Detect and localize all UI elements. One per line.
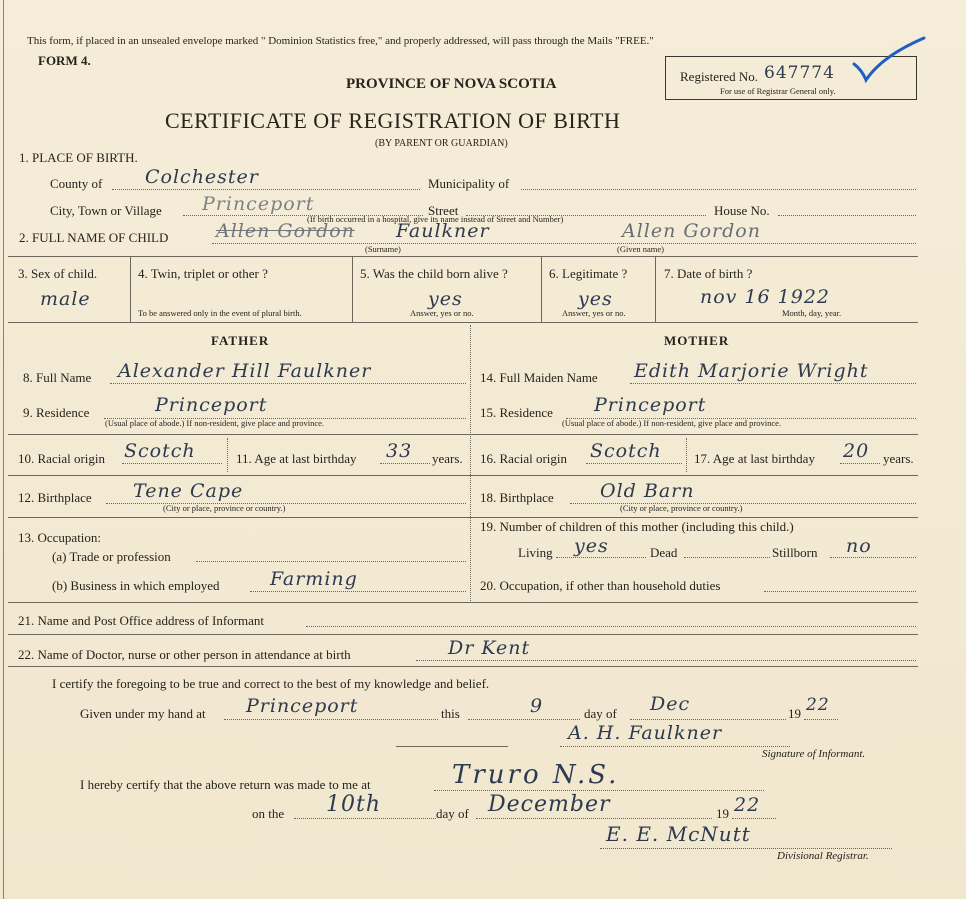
county-label: County of (50, 176, 103, 191)
legitimate-value: yes (578, 288, 613, 310)
father-birthplace-value: Tene Cape (133, 480, 244, 502)
given-year-prefix: 19 (788, 706, 801, 721)
father-racial-label: 10. Racial origin (18, 451, 106, 466)
mother-name-value: Edith Marjorie Wright (634, 360, 869, 382)
hospital-note: (If birth occurred in a hospital, give its name instead of Street and Number) (307, 214, 564, 224)
informant-signature-caption: Signature of Informant. (762, 748, 866, 760)
occupation-label: 13. Occupation: (18, 530, 102, 545)
place-of-birth-label: 1. PLACE OF BIRTH. (19, 150, 138, 165)
stillborn-value: no (846, 535, 872, 557)
father-residence-label: 9. Residence (23, 405, 90, 420)
mother-years-label: years. (883, 451, 914, 466)
business-label: (b) Business in which employed (52, 578, 220, 593)
form-number: FORM 4. (38, 53, 91, 68)
registered-label: Registered No. (680, 69, 758, 84)
informant-signature: A. H. Faulkner (568, 722, 723, 744)
doctor-value: Dr Kent (448, 637, 531, 659)
check-mark-icon (852, 36, 932, 86)
registrar-on-the-label: on the (252, 806, 285, 821)
mother-age-label: 17. Age at last birthday (694, 451, 815, 466)
mother-racial-label: 16. Racial origin (480, 451, 568, 466)
given-month-value: Dec (650, 693, 691, 715)
father-name-label: 8. Full Name (23, 370, 92, 385)
city-value: Princeport (202, 193, 315, 215)
city-label: City, Town or Village (50, 203, 162, 218)
twin-note: To be answered only in the event of plural birth. (138, 308, 302, 318)
given-label: Given under my hand at (80, 706, 206, 721)
child-name-crossed: Allen Gordon (216, 220, 355, 242)
doctor-label: 22. Name of Doctor, nurse or other person in attendance at birth (18, 647, 351, 662)
mail-notice: This form, if placed in an unsealed envelope marked " Dominion Statistics free," and properly addressed, will pass through the Mails "FREE." (27, 35, 654, 47)
dob-label: 7. Date of birth ? (664, 266, 753, 281)
registrar-statement: I hereby certify that the above return was made to me at (80, 777, 371, 792)
informant-label: 21. Name and Post Office address of Informant (18, 613, 264, 628)
father-birthplace-note: (City or place, province or country.) (163, 503, 286, 513)
twin-label: 4. Twin, triplet or other ? (138, 266, 268, 281)
mother-heading: MOTHER (664, 333, 730, 348)
father-years-label: years. (432, 451, 463, 466)
mother-birthplace-label: 18. Birthplace (480, 490, 554, 505)
this-label: this (441, 706, 460, 721)
registrar-signature: E. E. McNutt (606, 822, 751, 846)
dead-label: Dead (650, 545, 678, 560)
mother-birthplace-note: (City or place, province or country.) (620, 503, 743, 513)
registrar-place-value: Truro N.S. (452, 760, 620, 790)
trade-label: (a) Trade or profession (52, 549, 171, 564)
dob-note: Month, day, year. (782, 308, 842, 318)
sex-value: male (40, 288, 91, 310)
father-name-value: Alexander Hill Faulkner (118, 360, 372, 382)
living-value: yes (574, 535, 609, 557)
registrar-year-value: 22 (734, 794, 761, 816)
mother-residence-value: Princeport (594, 394, 707, 416)
sex-label: 3. Sex of child. (18, 266, 98, 281)
business-value: Farming (270, 568, 358, 590)
dob-value: nov 16 1922 (700, 286, 831, 308)
registrar-signature-caption: Divisional Registrar. (777, 850, 869, 862)
mother-birthplace-value: Old Barn (600, 480, 695, 502)
mother-occupation-label: 20. Occupation, if other than household duties (480, 578, 721, 593)
province-heading: PROVINCE OF NOVA SCOTIA (346, 76, 557, 92)
house-number-label: House No. (714, 203, 770, 218)
page-edge (3, 0, 4, 899)
alive-label: 5. Was the child born alive ? (360, 266, 508, 281)
father-residence-value: Princeport (155, 394, 268, 416)
mother-residence-note: (Usual place of abode.) If non-resident, give place and province. (562, 418, 782, 428)
father-age-value: 33 (386, 440, 413, 462)
registrar-day-of-label: day of (436, 806, 469, 821)
stillborn-label: Stillborn (772, 545, 818, 560)
given-year-value: 22 (806, 695, 830, 715)
father-heading: FATHER (211, 333, 270, 348)
given-day-value: 9 (530, 695, 544, 717)
surname-caption: (Surname) (365, 244, 401, 254)
children-count-label: 19. Number of children of this mother (including this child.) (480, 519, 794, 534)
given-place-value: Princeport (246, 695, 359, 717)
mother-name-label: 14. Full Maiden Name (480, 370, 598, 385)
mother-age-value: 20 (843, 440, 870, 462)
father-birthplace-label: 12. Birthplace (18, 490, 92, 505)
street-label: Street (428, 203, 459, 218)
legitimate-label: 6. Legitimate ? (549, 266, 628, 281)
given-day-of-label: day of (584, 706, 617, 721)
registrar-month-value: December (488, 792, 611, 817)
child-name-label: 2. FULL NAME OF CHILD (19, 230, 169, 245)
page-subtitle: (BY PARENT OR GUARDIAN) (375, 138, 508, 149)
father-racial-value: Scotch (124, 440, 196, 462)
father-residence-note: (Usual place of abode.) If non-resident, give place and province. (105, 418, 325, 428)
registered-number: 647774 (764, 63, 835, 83)
mother-racial-value: Scotch (590, 440, 662, 462)
page-title: CERTIFICATE OF REGISTRATION OF BIRTH (165, 108, 621, 133)
mother-residence-label: 15. Residence (480, 405, 553, 420)
alive-note: Answer, yes or no. (410, 308, 474, 318)
child-surname-value: Faulkner (396, 220, 490, 242)
child-given-value: Allen Gordon (622, 220, 761, 242)
municipality-label: Municipality of (428, 176, 510, 191)
legitimate-note: Answer, yes or no. (562, 308, 626, 318)
certify-statement: I certify the foregoing to be true and correct to the best of my knowledge and belief. (52, 676, 490, 691)
registrar-note: For use of Registrar General only. (720, 86, 836, 96)
living-label: Living (518, 545, 553, 560)
father-age-label: 11. Age at last birthday (236, 451, 357, 466)
county-value: Colchester (145, 166, 259, 188)
registrar-day-value: 10th (326, 792, 382, 817)
alive-value: yes (428, 288, 463, 310)
registrar-year-prefix: 19 (716, 806, 729, 821)
given-caption: (Given name) (617, 244, 664, 254)
